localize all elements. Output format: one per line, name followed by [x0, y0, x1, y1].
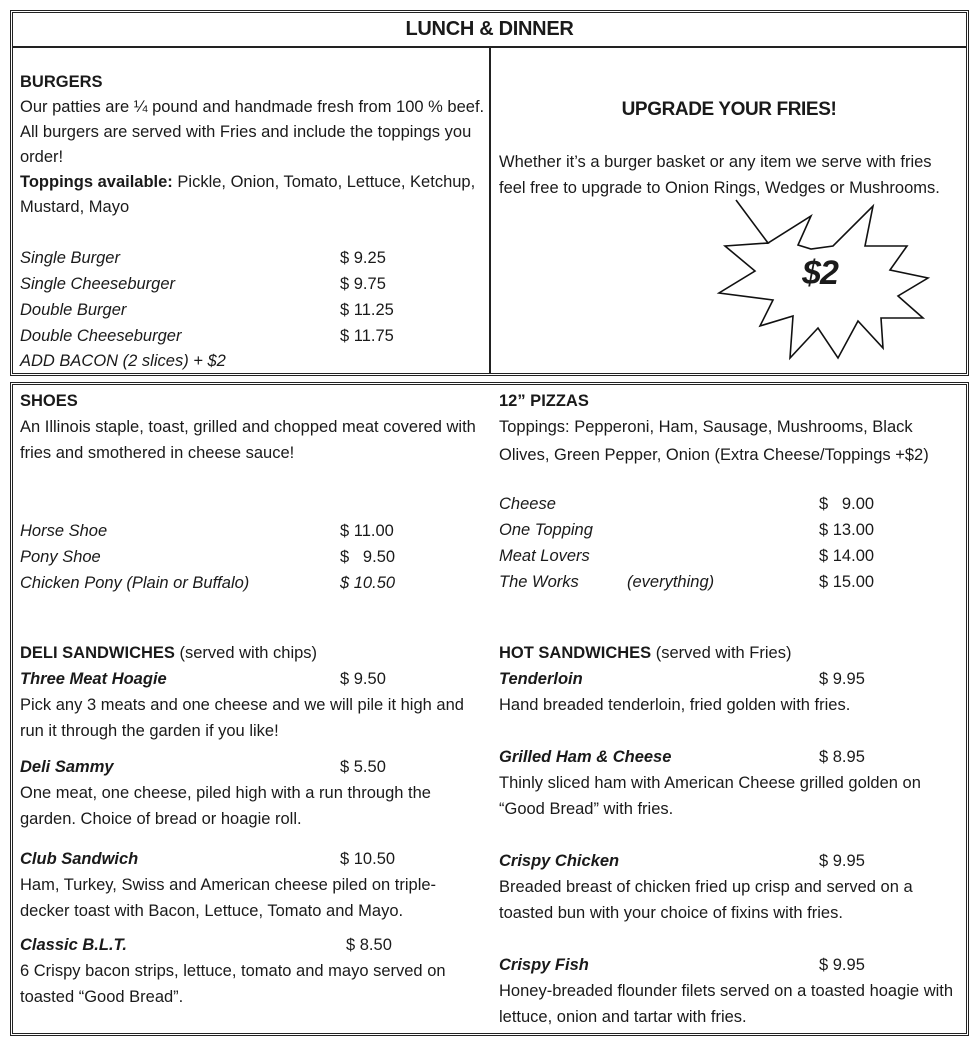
pizzas-description: Toppings: Pepperoni, Ham, Sausage, Mushrooms, Black Olives, Green Pepper, Onion (Extra Cheese/Toppings +$2) [499, 418, 929, 464]
hot-heading [499, 640, 959, 666]
item-price: $ 9.95 [819, 670, 865, 688]
bottom-section [10, 382, 969, 1036]
burgers-description: Our patties are ¼ pound and handmade fresh from 100 % beef. All burgers are served with Fries and include the toppings you order! [20, 98, 485, 166]
menu-item [20, 666, 485, 692]
hot-section [499, 640, 959, 1030]
item-name: Crispy Fish [499, 956, 589, 974]
item-name: Classic B.L.T. [20, 936, 127, 954]
item-name: Single Cheeseburger [20, 275, 176, 293]
menu-title: LUNCH & DINNER [13, 13, 966, 48]
hot-title: HOT SANDWICHES [499, 644, 652, 662]
menu-item [499, 543, 959, 569]
menu-item [20, 932, 485, 958]
item-description: Breaded breast of chicken fried up crisp and served on a toasted bun with your choice of fixins with fries. [499, 878, 913, 922]
item-name: Club Sandwich [20, 850, 139, 868]
item-description: Hand breaded tenderloin, fried golden with fries. [499, 696, 851, 714]
item-name: Double Burger [20, 301, 127, 319]
item-name: Double Cheeseburger [20, 327, 182, 345]
item-name: Pony Shoe [20, 548, 101, 566]
item-price: $ 9.75 [340, 275, 386, 293]
burgers-heading: BURGERS [20, 73, 103, 91]
upgrade-price-badge: $2 [802, 254, 838, 292]
toppings-label: Toppings available: [20, 173, 173, 191]
item-price: $ 13.00 [819, 521, 875, 539]
hot-subtitle: (served with Fries) [651, 644, 792, 662]
item-price: $ 11.25 [340, 301, 394, 319]
item-price: $ 9.95 [819, 852, 865, 870]
shoes-description: An Illinois staple, toast, grilled and chopped meat covered with fries and smothered in cheese sauce! [20, 418, 476, 462]
item-price: $ 15.00 [819, 573, 875, 591]
item-name: Cheese [499, 495, 556, 513]
item-name: Horse Shoe [20, 522, 108, 540]
item-name: Single Burger [20, 249, 120, 267]
item-price: $ 8.95 [819, 748, 865, 766]
menu-item [499, 666, 959, 692]
shoes-heading: SHOES [20, 392, 78, 410]
menu-item [499, 491, 959, 517]
menu-item [499, 848, 959, 874]
item-name: The Works [499, 573, 579, 591]
top-section [10, 10, 969, 376]
item-price: $ 9.95 [819, 956, 865, 974]
deli-subtitle: (served with chips) [174, 644, 318, 662]
item-name: Chicken Pony (Plain or Buffalo) [20, 574, 250, 592]
item-name: Deli Sammy [20, 758, 114, 776]
item-name: Grilled Ham & Cheese [499, 748, 672, 766]
menu-item [20, 570, 485, 596]
menu-item [20, 754, 485, 780]
item-price: $ 9.25 [340, 249, 386, 267]
item-description: Pick any 3 meats and one cheese and we will pile it high and run it through the garden if you like! [20, 696, 464, 740]
item-price: $ 8.50 [346, 936, 392, 954]
deli-title: DELI SANDWICHES [20, 644, 175, 662]
item-name: One Topping [499, 521, 593, 539]
item-name: Crispy Chicken [499, 852, 620, 870]
pizzas-heading: 12” PIZZAS [499, 392, 589, 410]
item-price: $ 14.00 [819, 547, 875, 565]
item-name: Meat Lovers [499, 547, 590, 565]
upgrade-heading: UPGRADE YOUR FRIES! [621, 99, 837, 120]
menu-item [499, 569, 959, 595]
deli-section [20, 640, 485, 1010]
deli-heading [20, 640, 485, 666]
menu-item [499, 744, 959, 770]
item-description: Thinly sliced ham with American Cheese grilled golden on “Good Bread” with fries. [499, 774, 921, 818]
item-name: Tenderloin [499, 670, 583, 688]
item-price: $ 9.00 [819, 495, 875, 513]
item-description: 6 Crispy bacon strips, lettuce, tomato and mayo served on toasted “Good Bread”. [20, 962, 446, 1006]
menu-item [499, 952, 959, 978]
item-price: $ 11.75 [340, 327, 394, 345]
item-name: Three Meat Hoagie [20, 670, 167, 688]
item-price: $ 11.00 [340, 522, 394, 540]
item-description: Ham, Turkey, Swiss and American cheese piled on triple-decker toast with Bacon, Lettuce, Tomato and Mayo. [20, 876, 437, 920]
item-description: One meat, one cheese, piled high with a run through the garden. Choice of bread or hoagie roll. [20, 784, 431, 828]
pizzas-section [499, 388, 959, 595]
bacon-addon: ADD BACON (2 slices) + $2 [20, 352, 226, 370]
menu-item [20, 544, 485, 570]
item-price: $ 9.50 [340, 548, 396, 566]
toppings-list: Pickle, Onion, Tomato, Lettuce, Ketchup, Mustard, Mayo [20, 173, 476, 216]
shoes-section [20, 388, 485, 596]
item-price: $ 10.50 [340, 850, 396, 868]
upgrade-description: Whether it’s a burger basket or any item we serve with fries feel free to upgrade to Onion Rings, Wedges or Mushrooms. [499, 153, 940, 197]
starburst-badge-icon [3, 3, 978, 379]
item-description: Honey-breaded flounder filets served on a toasted hoagie with lettuce, onion and tartar with fries. [499, 982, 954, 1026]
menu-item [20, 846, 485, 872]
menu-item [499, 517, 959, 543]
menu-item [20, 518, 485, 544]
item-price: $ 10.50 [340, 574, 396, 592]
item-price: $ 5.50 [340, 758, 386, 776]
item-note: (everything) [627, 573, 715, 591]
item-price: $ 9.50 [340, 670, 386, 688]
